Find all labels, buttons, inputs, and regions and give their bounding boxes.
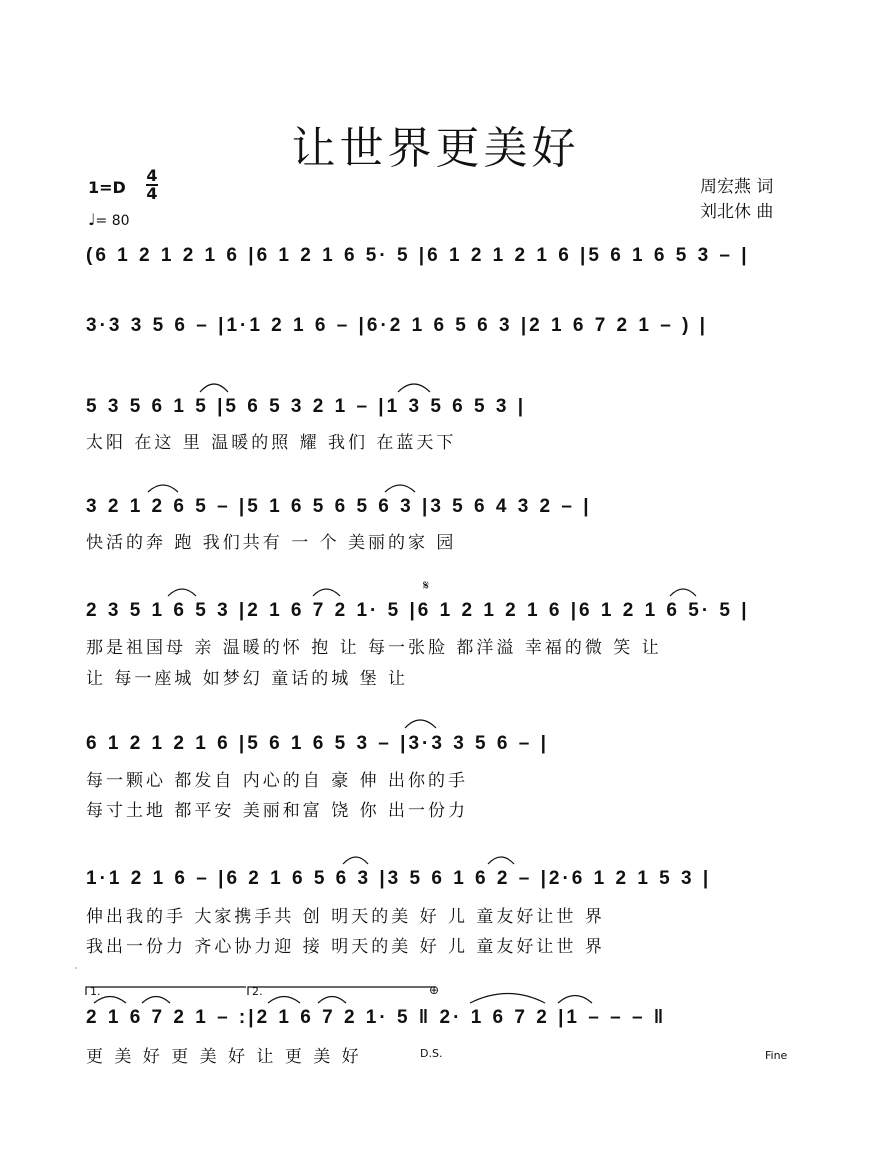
slur-row8-f <box>558 996 592 1004</box>
score-row-5-lyrics-verse1: 那是祖国母 亲 温暖的怀 抱 让 每一张脸 都洋溢 幸福的微 笑 让 <box>86 638 662 658</box>
score-row-7-notes: 1·1 2 1 6 – |6 2 1 6 5 6 3 |3 5 6 1 6 2 – |2·6 1 2 1 5 3 | <box>86 868 712 889</box>
slur-row3-a <box>200 384 228 392</box>
slur-row4-a <box>148 485 178 492</box>
composer-credit: 刘北休 曲 <box>700 202 774 222</box>
slur-row6-a <box>405 720 436 728</box>
coda-mark: ⊕ <box>429 983 440 997</box>
score-row-3-notes: 5 3 5 6 1 5 |5 6 5 3 2 1 – |1 3 5 6 5 3 | <box>86 396 527 417</box>
score-row-4-lyrics: 快活的奔 跑 我们共有 一 个 美丽的家 园 <box>86 533 457 553</box>
score-row-7-lyrics-verse1: 伸出我的手 大家携手共 创 明天的美 好 儿 童友好让世 界 <box>86 907 605 927</box>
fine-mark: Fine <box>765 1049 788 1062</box>
quarter-note-icon: ♩ <box>88 210 96 229</box>
slur-row7-a <box>343 857 368 864</box>
segno-mark: 𝄋 <box>423 578 430 594</box>
slur-row8-d <box>318 997 346 1004</box>
score-row-2-notes: 3·3 3 5 6 – |1·1 2 1 6 – |6·2 1 6 5 6 3 |2 1 6 7 2 1 – ) | <box>86 315 709 336</box>
volta-2-bracket <box>248 987 436 995</box>
score-row-6-lyrics-verse1: 每一颗心 都发自 内心的自 豪 伸 出你的手 <box>86 771 469 791</box>
slur-row8-e <box>470 994 545 1004</box>
score-row-6-lyrics-verse2: 每寸土地 都平安 美丽和富 饶 你 出一份力 <box>86 801 469 821</box>
lyricist-credit: 周宏燕 词 <box>700 177 774 197</box>
slur-row7-b <box>488 857 514 864</box>
score-row-3-lyrics: 太阳 在这 里 温暖的照 耀 我们 在蓝天下 <box>86 433 457 453</box>
page-title: 让世界更美好 <box>291 123 580 174</box>
slur-row5-b <box>313 589 340 596</box>
slur-row5-a <box>168 589 196 596</box>
score-row-6-notes: 6 1 2 1 2 1 6 |5 6 1 6 5 3 – |3·3 3 5 6 – | <box>86 733 549 754</box>
score-row-7-lyrics-verse2: 我出一份力 齐心协力迎 接 明天的美 好 儿 童友好让世 界 <box>86 937 605 957</box>
slur-row3-b <box>398 384 430 392</box>
slur-row4-b <box>385 485 415 492</box>
margin-dot <box>75 967 77 969</box>
score-row-1-notes: (6 1 2 1 2 1 6 |6 1 2 1 6 5· 5 |6 1 2 1 2 1 6 |5 6 1 6 5 3 – | <box>86 245 750 266</box>
score-row-8-notes: 2 1 6 7 2 1 – :|2 1 6 7 2 1· 5 ‖ 2· 1 6 7 2 |1 – – – ‖ <box>86 1007 667 1028</box>
volta-2-label: 2. <box>252 985 263 998</box>
key-signature: 1=D <box>88 178 126 197</box>
tempo-value: = 80 <box>95 213 130 229</box>
time-signature-top: 4 <box>146 166 158 185</box>
slur-row8-b <box>142 997 170 1004</box>
time-signature-bottom: 4 <box>146 184 158 203</box>
score-row-5-lyrics-verse2: 让 每一座城 如梦幻 童话的城 堡 让 <box>86 669 409 689</box>
volta-1-bracket <box>86 987 246 995</box>
slur-row5-c <box>670 589 696 596</box>
slur-row8-c <box>268 997 300 1004</box>
score-row-8-lyrics: 更 美 好 更 美 好 让 更 美 好 <box>86 1047 362 1067</box>
slur-row8-a <box>94 997 126 1004</box>
score-row-5-notes: 2 3 5 1 6 5 3 |2 1 6 7 2 1· 5 |6 1 2 1 2 1 6 |6 1 2 1 6 5· 5 | <box>86 600 750 621</box>
dal-segno-mark: D.S. <box>420 1047 443 1060</box>
score-row-4-notes: 3 2 1 2 6 5 – |5 1 6 5 6 5 6 3 |3 5 6 4 3 2 – | <box>86 496 592 517</box>
volta-1-label: 1. <box>90 985 101 998</box>
